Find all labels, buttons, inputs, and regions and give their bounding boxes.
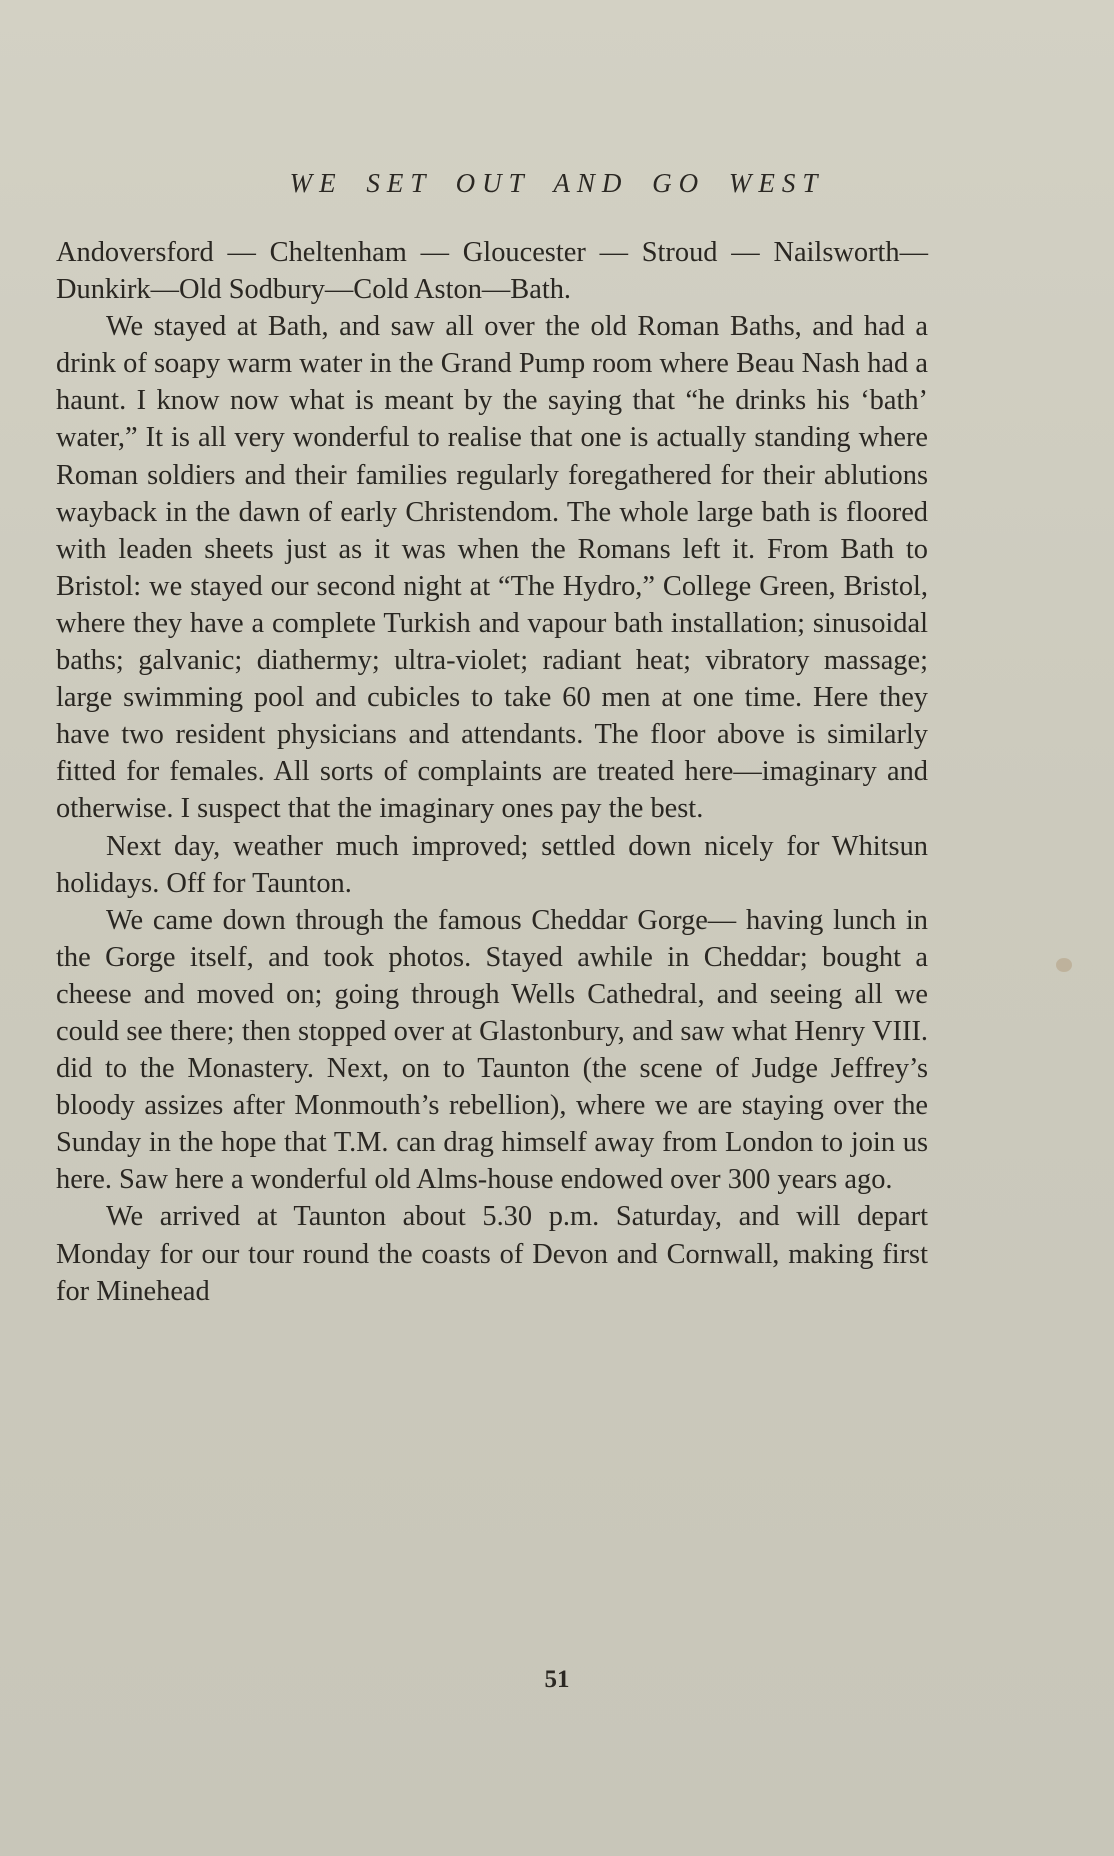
paragraph-route: Andoversford — Cheltenham — Gloucester — Stroud — Nailsworth—Dunkirk—Old Sodbury—Cold Aston—Bath. bbox=[56, 237, 928, 306]
paragraph-cheddar: We came down through the famous Cheddar Gorge— having lunch in the Gorge itself, and took photos. Stayed awhile in Cheddar; bought a cheese and moved on; going through Wells Cathedral, and seeing all we could see there; then stopped over at Glastonbury, and saw what Henry VIII. did to the Monastery. Next, on to Taunton (the scene of Judge Jeffrey’s bloody assizes after Monmouth’s rebellion), where we are staying over the Sunday in the hope that T.M. can drag himself away from London to join us here. Saw here a wonderful old Alms-house endowed over 300 years ago. bbox=[56, 904, 928, 1196]
paragraph-taunton: We arrived at Taunton about 5.30 p.m. Saturday, and will depart Monday for our tour round the coasts of Devon and Cornwall, making first for Minehead bbox=[56, 1201, 928, 1307]
paragraph-bath: We stayed at Bath, and saw all over the old Roman Baths, and had a drink of soapy warm water in the Grand Pump room where Beau Nash had a haunt. I know now what is meant by the saying that “he drinks his ‘bath’ water,” It is all very wonderful to realise that one is actually standing where Roman soldiers and their families regularly foregathered for their ablutions wayback in the dawn of early Christendom. The whole large bath is floored with leaden sheets just as it was when the Romans left it. From Bath to Bristol: we stayed our second night at “The Hydro,” College Green, Bristol, where they have a complete Turkish and vapour bath installation; sinusoidal baths; galvanic; diathermy; ultra-violet; radiant heat; vibratory massage; large swimming pool and cubicles to take 60 men at one time. Here they have two resident physicians and attendants. The floor above is similarly fitted for females. All sorts of complaints are treated here—imaginary and otherwise. I suspect that the imaginary ones pay the best. bbox=[56, 311, 928, 825]
running-head: WE SET OUT AND GO WEST bbox=[289, 168, 825, 198]
page-number: 51 bbox=[544, 1666, 570, 1693]
body-text bbox=[56, 234, 928, 1310]
paragraph-next-day: Next day, weather much improved; settled down nicely for Whitsun holidays. Off for Taunton. bbox=[56, 830, 928, 899]
paper-stain bbox=[1056, 958, 1072, 972]
